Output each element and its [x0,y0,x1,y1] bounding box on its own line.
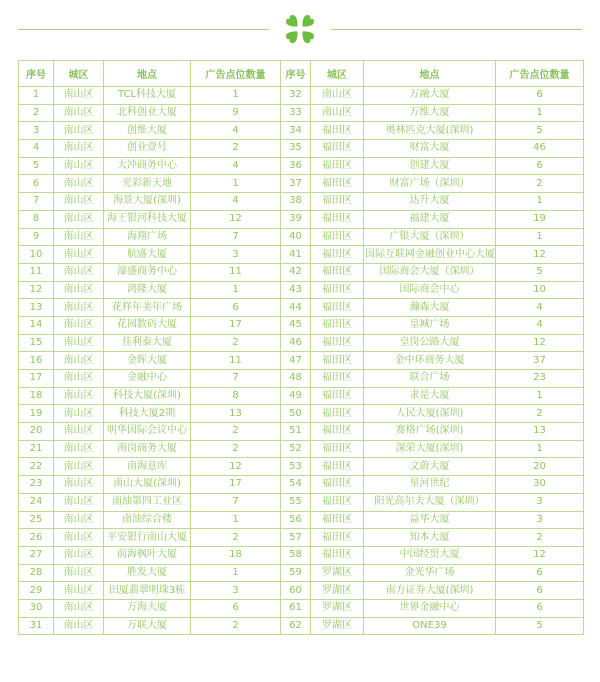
district-cell: 福田区 [311,370,364,388]
count-cell: 2 [191,334,281,352]
header-decoration [0,11,600,47]
location-cell: 万融大厦 [364,87,496,105]
table-row [19,546,584,564]
decorative-line-left [18,29,269,30]
serial-cell: 56 [281,511,311,529]
count-cell: 30 [496,476,584,494]
table-row [19,511,584,529]
district-cell: 南山区 [54,405,104,423]
count-cell: 3 [191,246,281,264]
count-cell: 7 [191,493,281,511]
serial-cell: 34 [281,122,311,140]
location-cell: 星河世纪 [364,476,496,494]
serial-cell: 5 [19,157,54,175]
district-cell: 南山区 [311,104,364,122]
table-row [19,476,584,494]
count-cell: 3 [191,582,281,600]
location-cell: 联合广场 [364,370,496,388]
serial-cell: 22 [19,458,54,476]
count-cell: 9 [191,104,281,122]
location-cell: 海翔广场 [104,228,191,246]
district-cell: 福田区 [311,476,364,494]
district-cell: 南山区 [311,87,364,105]
location-cell: 国际商会中心 [364,281,496,299]
count-cell: 3 [496,511,584,529]
location-cell: 世界金融中心 [364,599,496,617]
count-cell: 1 [191,564,281,582]
district-cell: 福田区 [311,122,364,140]
location-cell: 胜发大厦 [104,564,191,582]
table-row [19,599,584,617]
table-row [19,246,584,264]
col-header-serial-left: 序号 [19,61,54,87]
serial-cell: 36 [281,157,311,175]
district-cell: 福田区 [311,228,364,246]
serial-cell: 43 [281,281,311,299]
serial-cell: 11 [19,263,54,281]
serial-cell: 20 [19,423,54,441]
serial-cell: 18 [19,387,54,405]
location-cell: 国际互联网金融创业中心大厦 [364,246,496,264]
serial-cell: 42 [281,263,311,281]
serial-cell: 27 [19,546,54,564]
count-cell: 13 [191,405,281,423]
district-cell: 福田区 [311,352,364,370]
count-cell: 7 [191,370,281,388]
count-cell: 13 [496,423,584,441]
district-cell: 福田区 [311,334,364,352]
district-cell: 南山区 [54,352,104,370]
district-cell: 南山区 [54,210,104,228]
table-row [19,175,584,193]
district-cell: 南山区 [54,564,104,582]
count-cell: 6 [496,599,584,617]
count-cell: 4 [191,157,281,175]
table-row [19,122,584,140]
serial-cell: 25 [19,511,54,529]
location-cell: 皇城广场 [364,316,496,334]
serial-cell: 13 [19,299,54,317]
col-header-district-right: 城区 [311,61,364,87]
serial-cell: 51 [281,423,311,441]
district-cell: 南山区 [54,334,104,352]
serial-cell: 16 [19,352,54,370]
district-cell: 南山区 [54,228,104,246]
count-cell: 18 [191,546,281,564]
serial-cell: 28 [19,564,54,582]
serial-cell: 58 [281,546,311,564]
district-cell: 南山区 [54,476,104,494]
count-cell: 2 [191,617,281,635]
location-cell: 奥林匹克大厦(深圳) [364,122,496,140]
table-row [19,423,584,441]
count-cell: 6 [496,582,584,600]
count-cell: 23 [496,370,584,388]
serial-cell: 32 [281,87,311,105]
location-cell: 花园数码大厦 [104,316,191,334]
serial-cell: 55 [281,493,311,511]
count-cell: 2 [496,529,584,547]
district-cell: 南山区 [54,263,104,281]
district-cell: 南山区 [54,599,104,617]
district-cell: 南山区 [54,193,104,211]
location-cell: 大冲商务中心 [104,157,191,175]
count-cell: 1 [496,228,584,246]
serial-cell: 35 [281,140,311,158]
location-cell: 佳利泰大厦 [104,334,191,352]
district-cell: 南山区 [54,157,104,175]
location-cell: 创维大厦 [104,122,191,140]
district-cell: 福田区 [311,423,364,441]
district-cell: 南山区 [54,423,104,441]
location-cell: 鸿隆大厦 [104,281,191,299]
location-cell: 海王银河科技大厦 [104,210,191,228]
count-cell: 5 [496,263,584,281]
col-header-location-right: 地点 [364,61,496,87]
count-cell: 3 [496,493,584,511]
count-cell: 5 [496,122,584,140]
serial-cell: 23 [19,476,54,494]
location-cell: 福建大厦 [364,210,496,228]
count-cell: 6 [496,564,584,582]
district-cell: 罗湖区 [311,582,364,600]
count-cell: 1 [191,511,281,529]
location-cell: 金融中心 [104,370,191,388]
serial-cell: 7 [19,193,54,211]
count-cell: 1 [496,387,584,405]
district-cell: 福田区 [311,316,364,334]
count-cell: 1 [191,87,281,105]
location-cell: 航盛大厦 [104,246,191,264]
serial-cell: 52 [281,440,311,458]
serial-cell: 8 [19,210,54,228]
district-cell: 南山区 [54,122,104,140]
location-cell: 南海意库 [104,458,191,476]
table-row [19,193,584,211]
location-cell: 金光华广场 [364,564,496,582]
district-cell: 南山区 [54,546,104,564]
district-cell: 南山区 [54,511,104,529]
serial-cell: 30 [19,599,54,617]
location-cell: 人民大厦(深圳) [364,405,496,423]
district-cell: 福田区 [311,440,364,458]
table-row [19,370,584,388]
count-cell: 2 [191,529,281,547]
serial-cell: 40 [281,228,311,246]
count-cell: 1 [191,175,281,193]
district-cell: 罗湖区 [311,599,364,617]
district-cell: 南山区 [54,175,104,193]
location-cell: 北科创业大厦 [104,104,191,122]
table-row [19,228,584,246]
district-cell: 南山区 [54,617,104,635]
location-cell: 前海枫叶大厦 [104,546,191,564]
serial-cell: 45 [281,316,311,334]
location-cell: 金中环商务大厦 [364,352,496,370]
ad-locations-table [18,60,584,635]
district-cell: 福田区 [311,157,364,175]
district-cell: 福田区 [311,246,364,264]
serial-cell: 39 [281,210,311,228]
count-cell: 4 [496,316,584,334]
location-cell: 赛格广场(深圳) [364,423,496,441]
col-header-district-left: 城区 [54,61,104,87]
district-cell: 罗湖区 [311,617,364,635]
count-cell: 8 [191,387,281,405]
serial-cell: 62 [281,617,311,635]
col-header-count-right: 广告点位数量 [496,61,584,87]
table-row [19,617,584,635]
location-cell: 科技大厦2期 [104,405,191,423]
district-cell: 南山区 [54,529,104,547]
district-cell: 福田区 [311,529,364,547]
district-cell: 南山区 [54,140,104,158]
location-cell: 光彩新天地 [104,175,191,193]
serial-cell: 57 [281,529,311,547]
serial-cell: 37 [281,175,311,193]
location-cell: 明华国际会议中心 [104,423,191,441]
count-cell: 6 [191,599,281,617]
serial-cell: 31 [19,617,54,635]
serial-cell: 24 [19,493,54,511]
location-cell: 平安银行南山大厦 [104,529,191,547]
location-cell: 益华大厦 [364,511,496,529]
count-cell: 6 [496,157,584,175]
serial-cell: 29 [19,582,54,600]
district-cell: 福田区 [311,546,364,564]
location-cell: 创业壹号 [104,140,191,158]
district-cell: 福田区 [311,175,364,193]
district-cell: 南山区 [54,316,104,334]
table-header-row [19,61,584,87]
location-cell: 深荣大厦(深圳) [364,440,496,458]
district-cell: 福田区 [311,263,364,281]
serial-cell: 12 [19,281,54,299]
location-cell: 万联大厦 [104,617,191,635]
table-row [19,493,584,511]
table-body [19,87,584,635]
serial-cell: 49 [281,387,311,405]
location-cell: TCL科技大厦 [104,87,191,105]
table-row [19,157,584,175]
count-cell: 1 [496,104,584,122]
serial-cell: 3 [19,122,54,140]
table-row [19,387,584,405]
count-cell: 1 [496,193,584,211]
district-cell: 南山区 [54,104,104,122]
district-cell: 南山区 [54,246,104,264]
location-cell: 南方证券大厦(深圳) [364,582,496,600]
serial-cell: 2 [19,104,54,122]
district-cell: 福田区 [311,405,364,423]
count-cell: 12 [496,246,584,264]
location-cell: 田厦翡翠明珠3栋 [104,582,191,600]
location-cell: 南油第四工业区 [104,493,191,511]
location-cell: 万维大厦 [364,104,496,122]
count-cell: 2 [191,140,281,158]
col-header-location-left: 地点 [104,61,191,87]
count-cell: 19 [496,210,584,228]
district-cell: 南山区 [54,370,104,388]
district-cell: 南山区 [54,87,104,105]
serial-cell: 48 [281,370,311,388]
table-row [19,281,584,299]
serial-cell: 47 [281,352,311,370]
location-cell: 文蔚大厦 [364,458,496,476]
count-cell: 37 [496,352,584,370]
district-cell: 南山区 [54,387,104,405]
district-cell: 福田区 [311,281,364,299]
district-cell: 南山区 [54,582,104,600]
count-cell: 11 [191,263,281,281]
location-cell: 中国经贸大厦 [364,546,496,564]
table-row [19,87,584,105]
district-cell: 罗湖区 [311,564,364,582]
district-cell: 福田区 [311,458,364,476]
table-row [19,564,584,582]
location-cell: 广银大厦（深圳） [364,228,496,246]
district-cell: 南山区 [54,299,104,317]
district-cell: 福田区 [311,511,364,529]
location-cell: 知本大厦 [364,529,496,547]
table-row [19,458,584,476]
serial-cell: 17 [19,370,54,388]
count-cell: 2 [496,405,584,423]
table-row [19,104,584,122]
serial-cell: 41 [281,246,311,264]
table-row [19,352,584,370]
count-cell: 5 [496,617,584,635]
serial-cell: 6 [19,175,54,193]
count-cell: 11 [191,352,281,370]
serial-cell: 4 [19,140,54,158]
count-cell: 2 [191,423,281,441]
location-cell: 财富大厦 [364,140,496,158]
count-cell: 4 [191,122,281,140]
count-cell: 12 [191,210,281,228]
serial-cell: 61 [281,599,311,617]
location-cell: 科技大厦(深圳) [104,387,191,405]
location-cell: 南岗商务大厦 [104,440,191,458]
table-row [19,316,584,334]
serial-cell: 53 [281,458,311,476]
serial-cell: 9 [19,228,54,246]
district-cell: 福田区 [311,387,364,405]
count-cell: 10 [496,281,584,299]
location-cell: 花样年美年广场 [104,299,191,317]
count-cell: 17 [191,476,281,494]
count-cell: 1 [496,440,584,458]
serial-cell: 46 [281,334,311,352]
district-cell: 南山区 [54,458,104,476]
location-cell: 皇岗公路大厦 [364,334,496,352]
district-cell: 南山区 [54,493,104,511]
location-cell: 财富广场（深圳） [364,175,496,193]
location-cell: 万海大厦 [104,599,191,617]
decorative-line-right [331,29,582,30]
count-cell: 12 [496,334,584,352]
count-cell: 46 [496,140,584,158]
clover-icon [282,11,318,47]
count-cell: 6 [191,299,281,317]
count-cell: 2 [496,175,584,193]
serial-cell: 33 [281,104,311,122]
district-cell: 福田区 [311,299,364,317]
location-cell: 达升大厦 [364,193,496,211]
table-row [19,529,584,547]
table-row [19,263,584,281]
location-cell: 创建大厦 [364,157,496,175]
count-cell: 1 [191,281,281,299]
table-row [19,405,584,423]
location-cell: 南油综合楼 [104,511,191,529]
table-row [19,334,584,352]
location-cell: 国际商会大厦（深圳） [364,263,496,281]
serial-cell: 19 [19,405,54,423]
serial-cell: 21 [19,440,54,458]
district-cell: 南山区 [54,440,104,458]
count-cell: 4 [191,193,281,211]
table-row [19,582,584,600]
location-cell: 海景大厦(深圳) [104,193,191,211]
count-cell: 4 [496,299,584,317]
count-cell: 6 [496,87,584,105]
location-cell: 金晖大厦 [104,352,191,370]
district-cell: 福田区 [311,493,364,511]
table-row [19,299,584,317]
district-cell: 南山区 [54,281,104,299]
count-cell: 12 [496,546,584,564]
serial-cell: 59 [281,564,311,582]
col-header-count-left: 广告点位数量 [191,61,281,87]
serial-cell: 15 [19,334,54,352]
location-cell: 瀚森大厦 [364,299,496,317]
serial-cell: 1 [19,87,54,105]
serial-cell: 50 [281,405,311,423]
table-row [19,440,584,458]
serial-cell: 44 [281,299,311,317]
district-cell: 福田区 [311,193,364,211]
serial-cell: 10 [19,246,54,264]
serial-cell: 38 [281,193,311,211]
location-cell: 濠盛商务中心 [104,263,191,281]
col-header-serial-right: 序号 [281,61,311,87]
count-cell: 17 [191,316,281,334]
table-row [19,140,584,158]
table-row [19,210,584,228]
district-cell: 福田区 [311,210,364,228]
location-cell: ONE39 [364,617,496,635]
count-cell: 2 [191,440,281,458]
location-cell: 阳光高尔夫大厦（深圳） [364,493,496,511]
serial-cell: 54 [281,476,311,494]
count-cell: 7 [191,228,281,246]
serial-cell: 60 [281,582,311,600]
count-cell: 20 [496,458,584,476]
location-cell: 求是大厦 [364,387,496,405]
district-cell: 福田区 [311,140,364,158]
serial-cell: 26 [19,529,54,547]
location-cell: 南山大厦(深圳) [104,476,191,494]
count-cell: 12 [191,458,281,476]
serial-cell: 14 [19,316,54,334]
